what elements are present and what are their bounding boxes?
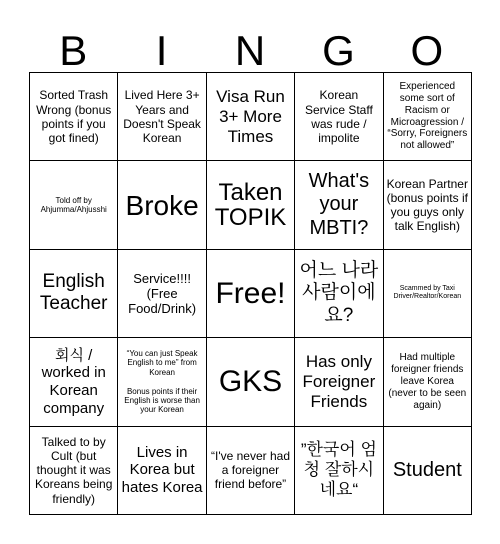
bingo-cell[interactable]: ”한국어 엄청 잘하시네요“ (295, 427, 383, 515)
bingo-cell[interactable]: Has only Foreigner Friends (295, 338, 383, 426)
bingo-cell[interactable]: GKS (207, 338, 295, 426)
bingo-cell[interactable]: Experienced some sort of Racism or Microagression / “Sorry, Foreigners not allowed” (384, 73, 472, 161)
header-letter-n: N (234, 27, 266, 74)
bingo-cell[interactable]: Broke (118, 161, 206, 249)
header-letter-o: O (410, 27, 444, 74)
bingo-cell[interactable]: “I've never had a foreigner friend before” (207, 427, 295, 515)
header-letter-i: I (155, 27, 168, 74)
bingo-cell[interactable]: Talked to by Cult (but thought it was Koreans being friendly) (30, 427, 118, 515)
bingo-cell[interactable]: “You can just Speak English to me” from Korean Bonus points if their English is worse than your Korean (118, 338, 206, 426)
bingo-cell[interactable]: What's your MBTI? (295, 161, 383, 249)
bingo-grid (29, 72, 472, 515)
bingo-cell[interactable]: English Teacher (30, 250, 118, 338)
bingo-cell[interactable]: Taken TOPIK (207, 161, 295, 249)
bingo-cell[interactable]: Korean Service Staff was rude / impolite (295, 73, 383, 161)
bingo-cell[interactable]: Service!!!! (Free Food/Drink) (118, 250, 206, 338)
header-letter-b: B (59, 27, 88, 74)
bingo-cell[interactable]: Lives in Korea but hates Korea (118, 427, 206, 515)
bingo-cell[interactable]: 회식 / worked in Korean company (30, 338, 118, 426)
bingo-cell[interactable]: 어느 나라 사람이에요? (295, 250, 383, 338)
bingo-header (29, 28, 471, 74)
bingo-cell[interactable]: Had multiple foreigner friends leave Korea (never to be seen again) (384, 338, 472, 426)
bingo-cell[interactable]: Scammed by Taxi Driver/Realtor/Korean (384, 250, 472, 338)
free-space-cell[interactable]: Free! (207, 250, 295, 338)
bingo-cell[interactable]: Lived Here 3+ Years and Doesn't Speak Korean (118, 73, 206, 161)
bingo-cell[interactable]: Sorted Trash Wrong (bonus points if you got fined) (30, 73, 118, 161)
header-letter-g: G (322, 27, 355, 74)
bingo-cell[interactable]: Korean Partner (bonus points if you guys only talk English) (384, 161, 472, 249)
bingo-cell[interactable]: Student (384, 427, 472, 515)
bingo-cell[interactable]: Visa Run 3+ More Times (207, 73, 295, 161)
bingo-cell[interactable]: Told off by Ahjumma/Ahjusshi (30, 161, 118, 249)
